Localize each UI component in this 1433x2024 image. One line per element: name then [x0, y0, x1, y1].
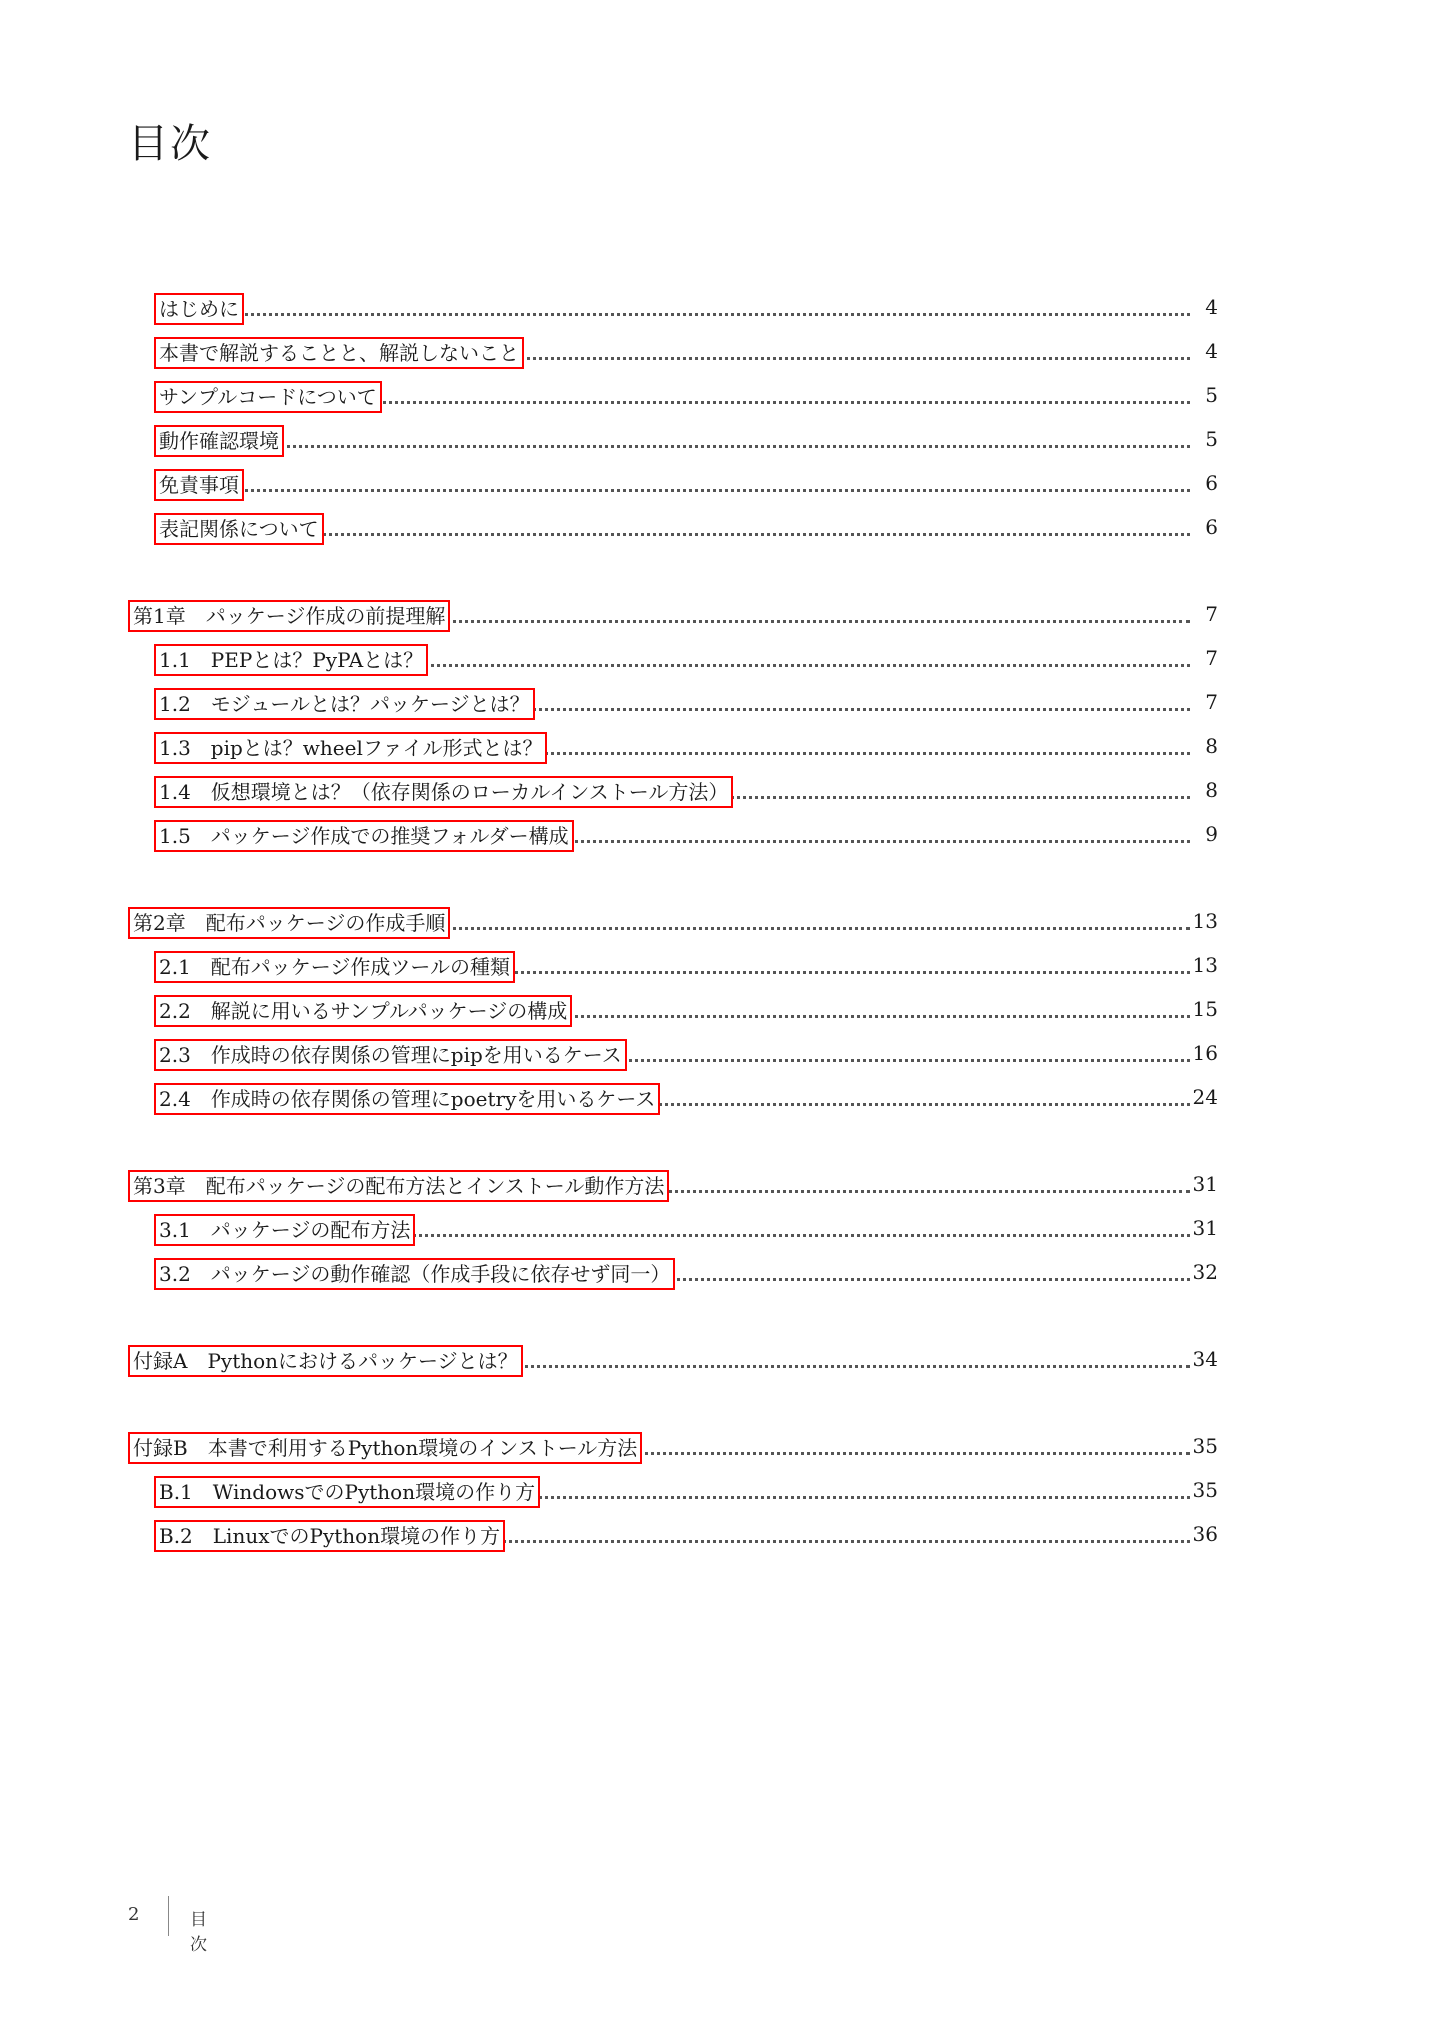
toc-page-number: 5	[1202, 373, 1218, 417]
toc-entry-label[interactable]: 第1章 パッケージ作成の前提理解	[128, 600, 450, 632]
toc-group	[128, 1424, 1218, 1556]
toc-section-entry[interactable]	[154, 505, 1218, 549]
toc-page-number: 9	[1202, 812, 1218, 856]
toc-page-number: 7	[1202, 680, 1218, 724]
toc-entry-label[interactable]: 2.3 作成時の依存関係の管理にpipを用いるケース	[154, 1039, 627, 1071]
toc-page-number: 31	[1190, 1162, 1218, 1206]
toc-group	[128, 285, 1218, 549]
toc-entry-label[interactable]: B.1 WindowsでのPython環境の作り方	[154, 1476, 540, 1508]
toc-page-number: 6	[1202, 505, 1218, 549]
toc-group	[128, 1162, 1218, 1294]
toc-page-number: 4	[1202, 285, 1218, 329]
toc-section-entry[interactable]	[154, 943, 1218, 987]
toc-section-entry[interactable]	[154, 724, 1218, 768]
toc-entry-label[interactable]: 2.4 作成時の依存関係の管理にpoetryを用いるケース	[154, 1083, 660, 1115]
toc-page-number: 15	[1190, 987, 1218, 1031]
toc-page-number: 8	[1202, 768, 1218, 812]
toc-section-entry[interactable]	[154, 987, 1218, 1031]
toc-section-entry[interactable]	[154, 1031, 1218, 1075]
toc-page-number: 7	[1202, 636, 1218, 680]
toc-entry-label[interactable]: 3.2 パッケージの動作確認（作成手段に依存せず同一）	[154, 1258, 675, 1290]
toc-entry-label[interactable]: 1.2 モジュールとは？パッケージとは？	[154, 688, 535, 720]
toc-section-entry[interactable]	[154, 812, 1218, 856]
toc-section-entry[interactable]	[154, 461, 1218, 505]
toc-dot-leader	[154, 445, 1190, 448]
toc-section-entry[interactable]	[154, 1206, 1218, 1250]
toc-section-entry[interactable]	[154, 329, 1218, 373]
toc-entry-label[interactable]: はじめに	[154, 293, 244, 325]
table-of-contents	[128, 285, 1218, 1599]
toc-entry-label[interactable]: 3.1 パッケージの配布方法	[154, 1214, 415, 1246]
toc-section-entry[interactable]	[154, 373, 1218, 417]
toc-entry-label[interactable]: 2.1 配布パッケージ作成ツールの種類	[154, 951, 515, 983]
toc-entry-label[interactable]: 第2章 配布パッケージの作成手順	[128, 907, 450, 939]
toc-page-number: 35	[1190, 1468, 1218, 1512]
toc-page-number: 16	[1190, 1031, 1218, 1075]
toc-page-number: 5	[1202, 417, 1218, 461]
toc-entry-label[interactable]: 1.3 pipとは？wheelファイル形式とは？	[154, 732, 547, 764]
page-title: 目次	[128, 121, 212, 167]
toc-section-entry[interactable]	[154, 1250, 1218, 1294]
toc-entry-label[interactable]: 1.1 PEPとは？PyPAとは？	[154, 644, 428, 676]
toc-dot-leader	[154, 489, 1190, 492]
toc-group	[128, 592, 1218, 856]
toc-page-number: 6	[1202, 461, 1218, 505]
toc-chapter-entry[interactable]	[128, 1162, 1218, 1206]
footer-page-number: 2	[128, 1904, 140, 1925]
toc-entry-label[interactable]: サンプルコードについて	[154, 381, 382, 413]
toc-page-number: 13	[1190, 899, 1218, 943]
toc-entry-label[interactable]: 1.4 仮想環境とは？（依存関係のローカルインストール方法）	[154, 776, 733, 808]
toc-section-entry[interactable]	[154, 417, 1218, 461]
toc-entry-label[interactable]: 動作確認環境	[154, 425, 284, 457]
toc-section-entry[interactable]	[154, 285, 1218, 329]
toc-page-number: 7	[1202, 592, 1218, 636]
toc-entry-label[interactable]: 表記関係について	[154, 513, 324, 545]
toc-entry-label[interactable]: B.2 LinuxでのPython環境の作り方	[154, 1520, 505, 1552]
toc-page-number: 8	[1202, 724, 1218, 768]
toc-section-entry[interactable]	[154, 1075, 1218, 1119]
toc-chapter-entry[interactable]	[128, 1337, 1218, 1381]
toc-chapter-entry[interactable]	[128, 1424, 1218, 1468]
toc-page-number: 4	[1202, 329, 1218, 373]
toc-entry-label[interactable]: 付録A Pythonにおけるパッケージとは？	[128, 1345, 523, 1377]
toc-page-number: 34	[1190, 1337, 1218, 1381]
toc-chapter-entry[interactable]	[128, 592, 1218, 636]
toc-group	[128, 1337, 1218, 1381]
toc-chapter-entry[interactable]	[128, 899, 1218, 943]
toc-group	[128, 899, 1218, 1119]
footer-section-label: 目次	[190, 1910, 207, 1955]
toc-page-number: 35	[1190, 1424, 1218, 1468]
footer-divider	[168, 1896, 169, 1936]
toc-section-entry[interactable]	[154, 1512, 1218, 1556]
toc-entry-label[interactable]: 本書で解説することと、解説しないこと	[154, 337, 524, 369]
toc-entry-label[interactable]: 1.5 パッケージ作成での推奨フォルダー構成	[154, 820, 574, 852]
toc-page-number: 31	[1190, 1206, 1218, 1250]
toc-page-number: 36	[1190, 1512, 1218, 1556]
toc-page-number: 32	[1190, 1250, 1218, 1294]
toc-section-entry[interactable]	[154, 636, 1218, 680]
toc-dot-leader	[154, 313, 1190, 316]
toc-entry-label[interactable]: 付録B 本書で利用するPython環境のインストール方法	[128, 1432, 642, 1464]
toc-section-entry[interactable]	[154, 768, 1218, 812]
toc-entry-label[interactable]: 2.2 解説に用いるサンプルパッケージの構成	[154, 995, 572, 1027]
toc-page-number: 24	[1190, 1075, 1218, 1119]
toc-page-number: 13	[1190, 943, 1218, 987]
toc-section-entry[interactable]	[154, 1468, 1218, 1512]
toc-section-entry[interactable]	[154, 680, 1218, 724]
toc-entry-label[interactable]: 第3章 配布パッケージの配布方法とインストール動作方法	[128, 1170, 669, 1202]
toc-entry-label[interactable]: 免責事項	[154, 469, 244, 501]
